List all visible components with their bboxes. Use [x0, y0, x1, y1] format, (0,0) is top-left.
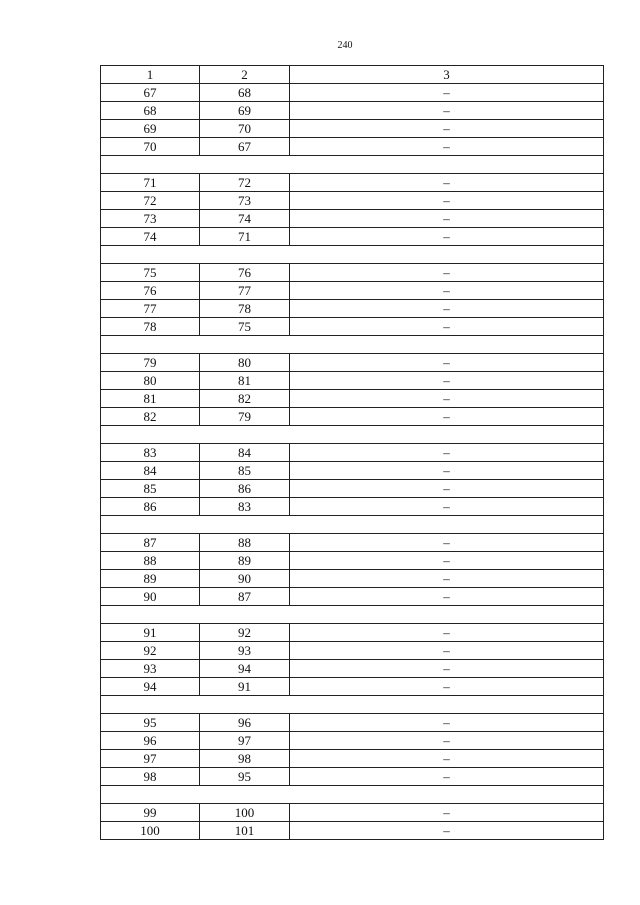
table-cell-col3: –: [290, 822, 604, 840]
table-cell-col2: 98: [200, 750, 290, 768]
table-cell-col2: 83: [200, 498, 290, 516]
table-row: [101, 660, 604, 678]
table-cell-col2: 84: [200, 444, 290, 462]
table-cell-col2: 97: [200, 732, 290, 750]
table-cell-col1: 87: [101, 534, 200, 552]
table-row: [101, 390, 604, 408]
table-cell-col1: 94: [101, 678, 200, 696]
table-row: [101, 102, 604, 120]
table-cell-col2: 68: [200, 84, 290, 102]
table-cell-col1: 83: [101, 444, 200, 462]
table-cell-col1: 67: [101, 84, 200, 102]
table-cell-col1: 85: [101, 480, 200, 498]
table-cell-col2: 90: [200, 570, 290, 588]
table-cell-col3: –: [290, 678, 604, 696]
table-cell-col3: –: [290, 642, 604, 660]
table-row: [101, 480, 604, 498]
table-cell-col2: 73: [200, 192, 290, 210]
table-cell-col1: 75: [101, 264, 200, 282]
table-cell-col1: 73: [101, 210, 200, 228]
table-row: [101, 228, 604, 246]
table-row: [101, 444, 604, 462]
table-cell-col2: 95: [200, 768, 290, 786]
table-cell-col1: 91: [101, 624, 200, 642]
table-cell-col3: –: [290, 624, 604, 642]
table-row: [101, 768, 604, 786]
table-cell-col1: 82: [101, 408, 200, 426]
table-cell-col2: 78: [200, 300, 290, 318]
table-row: [101, 750, 604, 768]
table-cell-col2: 67: [200, 138, 290, 156]
table-row: [101, 588, 604, 606]
table-cell-col2: 75: [200, 318, 290, 336]
table-cell-col3: –: [290, 282, 604, 300]
table-cell-col1: 74: [101, 228, 200, 246]
page-number: 240: [337, 40, 353, 51]
table-cell-col2: 71: [200, 228, 290, 246]
table-cell-col1: 84: [101, 462, 200, 480]
table-row: [101, 498, 604, 516]
table-cell-col2: 72: [200, 174, 290, 192]
separator-cell: [101, 696, 604, 714]
column-header-2: 2: [200, 66, 290, 84]
table-row: [101, 822, 604, 840]
table-cell-col3: –: [290, 462, 604, 480]
table-row: [101, 570, 604, 588]
table-cell-col2: 81: [200, 372, 290, 390]
table-cell-col1: 77: [101, 300, 200, 318]
table-cell-col1: 76: [101, 282, 200, 300]
table-cell-col2: 77: [200, 282, 290, 300]
table-cell-col2: 89: [200, 552, 290, 570]
table-cell-col1: 86: [101, 498, 200, 516]
table-row: [101, 264, 604, 282]
table-cell-col2: 86: [200, 480, 290, 498]
table-row: [101, 408, 604, 426]
table-cell-col3: –: [290, 300, 604, 318]
table-row: [101, 732, 604, 750]
group-separator-row: [101, 336, 604, 354]
table-row: [101, 624, 604, 642]
table-row: [101, 462, 604, 480]
table-header-row: [101, 66, 604, 84]
table-cell-col3: –: [290, 210, 604, 228]
table-cell-col1: 90: [101, 588, 200, 606]
table-cell-col3: –: [290, 84, 604, 102]
table-cell-col1: 95: [101, 714, 200, 732]
table-row: [101, 678, 604, 696]
table-body: [101, 84, 604, 840]
table-row: [101, 300, 604, 318]
group-separator-row: [101, 246, 604, 264]
table-cell-col2: 79: [200, 408, 290, 426]
table-row: [101, 138, 604, 156]
table-cell-col3: –: [290, 372, 604, 390]
column-header-1: 1: [101, 66, 200, 84]
table-cell-col3: –: [290, 174, 604, 192]
table-cell-col1: 97: [101, 750, 200, 768]
group-separator-row: [101, 516, 604, 534]
table-cell-col3: –: [290, 390, 604, 408]
table-cell-col1: 99: [101, 804, 200, 822]
table-cell-col3: –: [290, 804, 604, 822]
table-cell-col2: 93: [200, 642, 290, 660]
table-cell-col3: –: [290, 660, 604, 678]
table-row: [101, 174, 604, 192]
table-cell-col3: –: [290, 498, 604, 516]
column-header-3: 3: [290, 66, 604, 84]
table-row: [101, 534, 604, 552]
table-cell-col1: 68: [101, 102, 200, 120]
table-cell-col3: –: [290, 408, 604, 426]
table-cell-col1: 81: [101, 390, 200, 408]
table-cell-col2: 85: [200, 462, 290, 480]
table-row: [101, 120, 604, 138]
table-cell-col3: –: [290, 444, 604, 462]
table-cell-col2: 70: [200, 120, 290, 138]
table-cell-col3: –: [290, 732, 604, 750]
table-cell-col2: 69: [200, 102, 290, 120]
separator-cell: [101, 336, 604, 354]
table-cell-col1: 96: [101, 732, 200, 750]
table-row: [101, 318, 604, 336]
group-separator-row: [101, 606, 604, 624]
group-separator-row: [101, 156, 604, 174]
table-row: [101, 714, 604, 732]
separator-cell: [101, 516, 604, 534]
table-row: [101, 282, 604, 300]
table-cell-col2: 92: [200, 624, 290, 642]
table-cell-col1: 93: [101, 660, 200, 678]
separator-cell: [101, 156, 604, 174]
separator-cell: [101, 786, 604, 804]
table-cell-col3: –: [290, 552, 604, 570]
table-cell-col1: 71: [101, 174, 200, 192]
table-cell-col3: –: [290, 570, 604, 588]
group-separator-row: [101, 786, 604, 804]
table-cell-col3: –: [290, 714, 604, 732]
table-cell-col1: 89: [101, 570, 200, 588]
separator-cell: [101, 246, 604, 264]
table-row: [101, 210, 604, 228]
table-cell-col2: 87: [200, 588, 290, 606]
table-cell-col1: 88: [101, 552, 200, 570]
table-cell-col3: –: [290, 318, 604, 336]
table-cell-col2: 100: [200, 804, 290, 822]
table-row: [101, 354, 604, 372]
table-cell-col1: 92: [101, 642, 200, 660]
group-separator-row: [101, 426, 604, 444]
table-cell-col1: 70: [101, 138, 200, 156]
table-cell-col3: –: [290, 120, 604, 138]
table-cell-col1: 69: [101, 120, 200, 138]
separator-cell: [101, 426, 604, 444]
table-cell-col1: 100: [101, 822, 200, 840]
table-cell-col2: 76: [200, 264, 290, 282]
table-row: [101, 192, 604, 210]
table-cell-col3: –: [290, 102, 604, 120]
table-cell-col2: 96: [200, 714, 290, 732]
table-cell-col1: 79: [101, 354, 200, 372]
table-row: [101, 642, 604, 660]
table-cell-col3: –: [290, 480, 604, 498]
table-cell-col3: –: [290, 228, 604, 246]
table-cell-col2: 101: [200, 822, 290, 840]
table-cell-col3: –: [290, 264, 604, 282]
data-table: [100, 65, 604, 840]
table-cell-col3: –: [290, 750, 604, 768]
table-cell-col2: 94: [200, 660, 290, 678]
group-separator-row: [101, 696, 604, 714]
table-cell-col1: 78: [101, 318, 200, 336]
table-cell-col3: –: [290, 534, 604, 552]
table-row: [101, 804, 604, 822]
table-cell-col1: 72: [101, 192, 200, 210]
table-cell-col1: 80: [101, 372, 200, 390]
table-cell-col2: 88: [200, 534, 290, 552]
table-cell-col3: –: [290, 192, 604, 210]
table-cell-col3: –: [290, 768, 604, 786]
table-cell-col3: –: [290, 588, 604, 606]
table-cell-col3: –: [290, 354, 604, 372]
table-cell-col2: 80: [200, 354, 290, 372]
table-cell-col2: 74: [200, 210, 290, 228]
table-row: [101, 372, 604, 390]
separator-cell: [101, 606, 604, 624]
table-cell-col2: 82: [200, 390, 290, 408]
table-row: [101, 552, 604, 570]
table-cell-col2: 91: [200, 678, 290, 696]
table-row: [101, 84, 604, 102]
table-cell-col1: 98: [101, 768, 200, 786]
table-cell-col3: –: [290, 138, 604, 156]
